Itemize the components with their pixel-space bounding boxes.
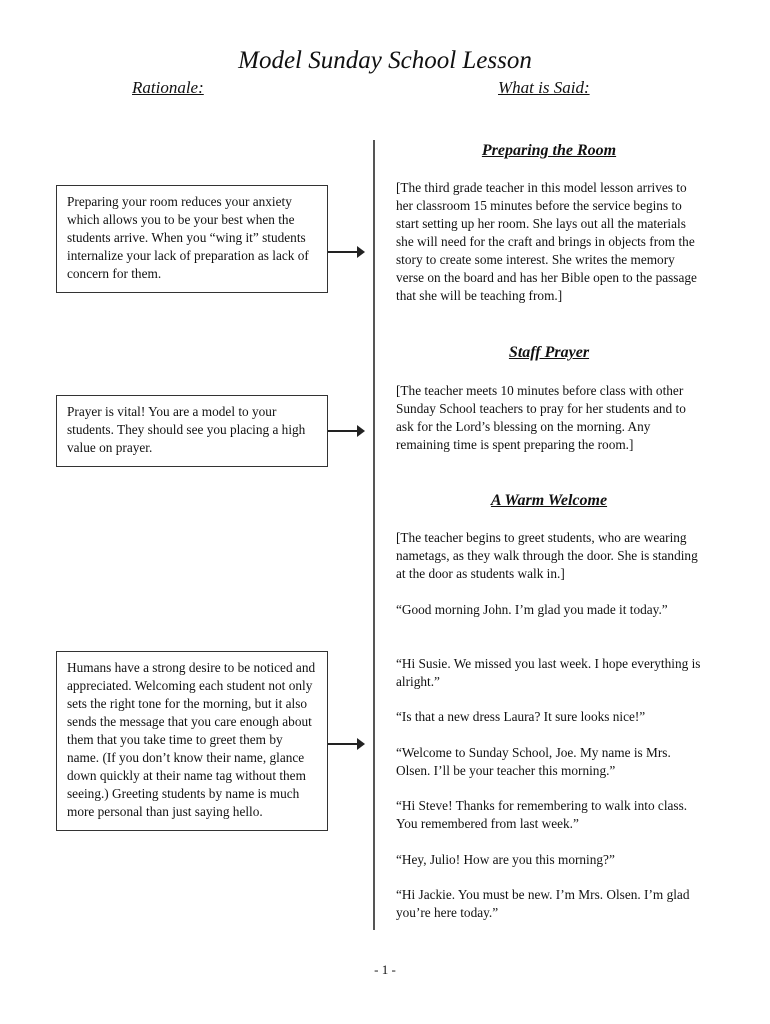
greeting-quote: “Hey, Julio! How are you this morning?” [396, 852, 615, 867]
greeting-quote: “Good morning John. I’m glad you made it today.” [396, 602, 668, 617]
rationale-box-room: Preparing your room reduces your anxiety which allows you to be your best when the students arrive. When you “wing it” students internalize your lack of preparation as lack of concern for them. [56, 185, 328, 293]
rationale-box-prayer: Prayer is vital! You are a model to your students. They should see you placing a high value on prayer. [56, 395, 328, 467]
greeting-quote: “Welcome to Sunday School, Joe. My name is Mrs. Olsen. I’ll be your teacher this morning.” [396, 745, 671, 778]
section-heading-staff-prayer: Staff Prayer [508, 344, 590, 361]
rationale-column-heading: Rationale: [132, 78, 204, 97]
column-divider [373, 140, 375, 930]
paragraph: [The teacher meets 10 minutes before class with other Sunday School teachers to pray for her students and to ask for the Lord’s blessing on the morning. Any remaining time is spent preparing the room.] [396, 383, 686, 452]
greeting-quote: “Hi Susie. We missed you last week. I hope everything is alright.” [396, 656, 701, 689]
section-heading-warm-welcome: A Warm Welcome [490, 492, 608, 509]
what-is-said-column-heading: What is Said: [498, 78, 590, 97]
paragraph: [The third grade teacher in this model lesson arrives to her classroom 15 minutes before the service begins to start setting up her room. She lays out all the materials she will need for the craft and brings in objects from the story to create some interest. She writes the memory verse on the board and has her Bible open to the passage that she will be teaching from.] [396, 180, 697, 303]
section-heading-preparing-room: Preparing the Room [481, 142, 617, 159]
paragraph: [The teacher begins to greet students, who are wearing nametags, as they walk through the door. She is standing at the door as students walk in.] [396, 530, 698, 581]
page-title: Model Sunday School Lesson [238, 47, 532, 74]
rationale-box-welcome: Humans have a strong desire to be noticed and appreciated. Welcoming each student not only sets the right tone for the morning, but it also sends the message that you care enough about them that you take time to greet them by name. (If you don’t know their name, glance down quickly at their name tag without them seeing.) Greeting students by name is much more personal than just saying hello. [56, 651, 328, 831]
greeting-quote: “Is that a new dress Laura? It sure looks nice!” [396, 709, 646, 724]
page-number: - 1 - [374, 962, 396, 977]
greeting-quote: “Hi Steve! Thanks for remembering to walk into class. You remembered from last week.” [396, 798, 688, 831]
greeting-quote: “Hi Jackie. You must be new. I’m Mrs. Olsen. I’m glad you’re here today.” [396, 887, 690, 920]
